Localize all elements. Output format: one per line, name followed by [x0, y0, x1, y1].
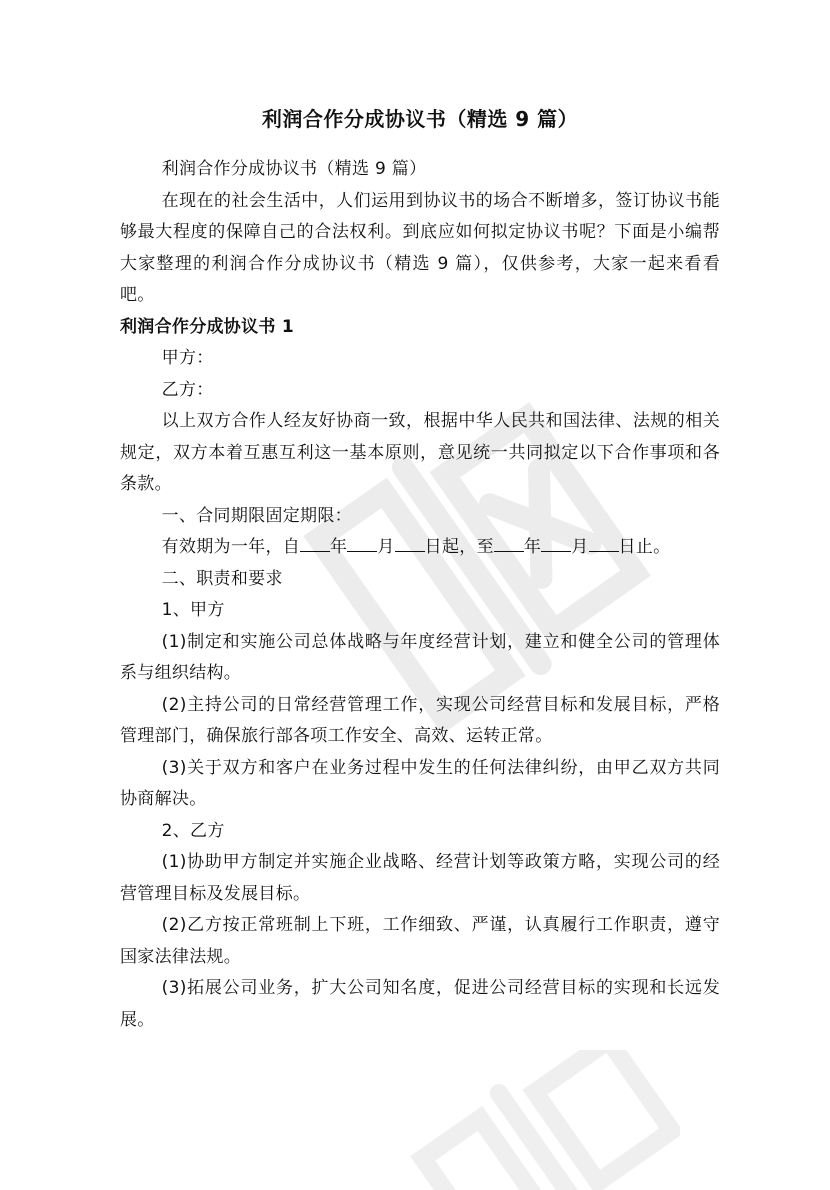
list-item: (1)制定和实施公司总体战略与年度经营计划，建立和健全公司的管理体系与组织结构。	[120, 631, 720, 683]
list-item: (1)协助甲方制定并实施企业战略、经营计划等政策方略，实现公司的经营管理目标及发展目标。	[120, 852, 720, 904]
intro-paragraph: 在现在的社会生活中，人们运用到协议书的场合不断增多，签订协议书能够最大程度的保障自己的合法权利。到底应如何拟定协议书呢？下面是小编帮大家整理的利润合作分成协议书（精选 9 篇），仅供参考，大家一起来看看吧。	[120, 190, 720, 305]
term-text: 月	[571, 537, 589, 557]
blank-field	[395, 536, 425, 552]
duties-heading: 二、职责和要求	[161, 568, 283, 589]
section-heading: 利润合作分成协议书 1	[120, 316, 295, 337]
term-text: 日起，至	[424, 537, 494, 557]
page-title: 利润合作分成协议书（精选 9 篇）	[261, 107, 579, 131]
blank-field	[541, 536, 571, 552]
party-b-heading: 2、乙方	[161, 820, 225, 841]
list-item: (2)主持公司的日常经营管理工作，实现公司经营目标和发展目标，严格管理部门，确保旅行部各项工作安全、高效、运转正常。	[120, 694, 720, 746]
list-item: (2)乙方按正常班制上下班，工作细致、严谨，认真履行工作职责，遵守国家法律法规。	[120, 915, 720, 967]
term-text: 年	[523, 537, 542, 557]
party-a-heading: 1、甲方	[161, 600, 225, 620]
term-text: 年	[330, 537, 348, 557]
blank-field	[347, 536, 377, 552]
document-body	[120, 102, 720, 1036]
party-a-label: 甲方：	[161, 348, 214, 368]
watermark-logo-icon	[380, 1050, 680, 1190]
list-item: (3)关于双方和客户在业务过程中发生的任何法律纠纷，由甲乙双方共同协商解决。	[120, 757, 720, 809]
blank-field	[494, 536, 524, 552]
list-item: (3)拓展公司业务，扩大公司知名度，促进公司经营目标的实现和长远发展。	[120, 978, 720, 1030]
term-text: 日止。	[618, 537, 671, 557]
party-b-label: 乙方：	[161, 379, 214, 400]
blank-field	[589, 536, 619, 552]
preamble-paragraph: 以上双方合作人经友好协商一致，根据中华人民共和国法律、法规的相关规定，双方本着互惠互利这一基本原则，意见统一共同拟定以下合作事项和各条款。	[120, 411, 720, 494]
blank-field	[300, 536, 330, 552]
term-heading: 一、合同期限固定期限：	[161, 505, 352, 526]
term-text: 月	[377, 537, 395, 557]
term-text: 有效期为一年，自	[161, 537, 301, 557]
subtitle: 利润合作分成协议书（精选 9 篇）	[161, 159, 427, 179]
term-date-line	[120, 532, 720, 564]
